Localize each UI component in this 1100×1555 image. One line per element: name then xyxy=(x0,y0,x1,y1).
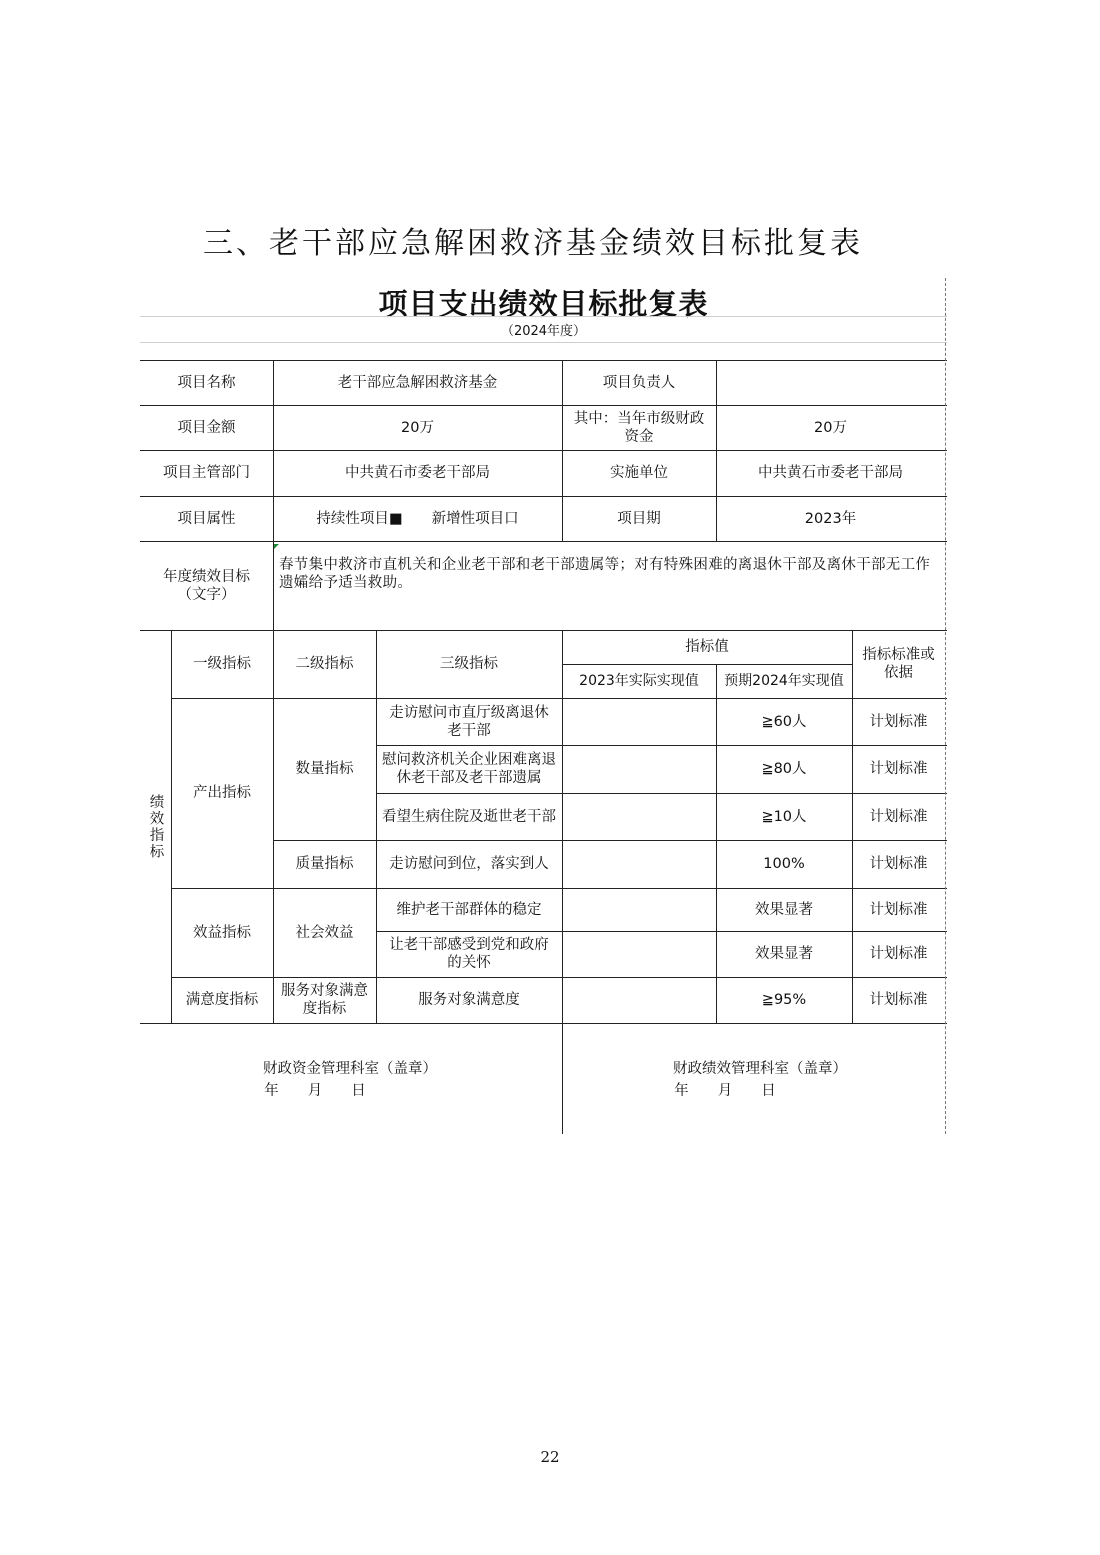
social-benefit-label: 社会效益 xyxy=(295,924,354,941)
finance-funds-office-stamp: 财政资金管理科室（盖章） xyxy=(263,1061,437,1077)
actual-value xyxy=(562,793,716,840)
indicator-standard: 计划标准 xyxy=(869,713,928,730)
actual-value xyxy=(562,745,716,793)
expected-value: ≧80人 xyxy=(761,761,807,777)
indicator-standard: 计划标准 xyxy=(869,992,928,1008)
actual-value xyxy=(562,840,716,888)
level3-indicator: 走访慰问到位，落实到人 xyxy=(389,856,549,872)
project-amount-label: 项目金额 xyxy=(177,419,236,436)
level3-indicator: 维护老干部群体的稳定 xyxy=(396,901,542,918)
col-level2-header: 二级指标 xyxy=(295,656,354,672)
project-name-value: 老干部应急解困救济基金 xyxy=(337,374,498,391)
actual-value xyxy=(562,931,716,977)
indicator-standard: 计划标准 xyxy=(869,901,928,918)
project-leader-value xyxy=(716,360,945,405)
project-name-label: 项目名称 xyxy=(177,374,236,391)
project-period-label: 项目期 xyxy=(617,510,661,527)
indicator-standard: 计划标准 xyxy=(869,856,928,872)
expected-value: ≧10人 xyxy=(761,808,807,825)
actual-value xyxy=(562,698,716,745)
col-value-header: 指标值 xyxy=(685,639,729,655)
project-amount-value: 20万 xyxy=(401,419,434,436)
project-period-value: 2023年 xyxy=(804,510,857,527)
level3-indicator: 慰问救济机关企业困难离退休老干部及老干部遗属 xyxy=(382,752,556,786)
expected-value: 效果显著 xyxy=(755,901,813,918)
footer-divider xyxy=(562,1023,563,1134)
level3-indicator: 让老干部感受到党和政府的关怀 xyxy=(389,937,549,971)
indicator-standard: 计划标准 xyxy=(869,946,928,962)
performance-office-date: 年 月 日 xyxy=(674,1083,776,1099)
supervising-dept-value: 中共黄石市委老干部局 xyxy=(345,465,490,481)
year-divider xyxy=(140,342,947,343)
project-attribute-value: 持续性项目■ 新增性项目口 xyxy=(316,510,519,527)
project-leader-label: 项目负责人 xyxy=(602,374,676,391)
level3-indicator: 服务对象满意度 xyxy=(418,992,520,1008)
level3-indicator: 走访慰问市直厅级离退休老干部 xyxy=(389,704,549,739)
actual-value xyxy=(562,888,716,931)
form-title: 项目支出绩效目标批复表 xyxy=(378,287,709,321)
expected-value: 100% xyxy=(763,856,805,872)
col-expected-header: 预期2024年实现值 xyxy=(724,673,844,689)
implementing-unit-label: 实施单位 xyxy=(610,465,668,481)
output-indicator-label: 产出指标 xyxy=(193,785,251,801)
document-heading: 三、老干部应急解困救济基金绩效目标批复表 xyxy=(203,226,863,261)
col-actual-header: 2023年实际实现值 xyxy=(579,673,699,689)
page-number: 22 xyxy=(540,1448,560,1466)
implementing-unit-value: 中共黄石市委老干部局 xyxy=(758,465,903,481)
satisfaction-level2-label: 服务对象满意度指标 xyxy=(281,983,368,1017)
fiscal-funds-value: 20万 xyxy=(814,419,847,436)
fiscal-funds-label: 其中：当年市级财政资金 xyxy=(573,410,705,445)
expected-value: 效果显著 xyxy=(755,946,813,962)
finance-funds-office-date: 年 月 日 xyxy=(264,1083,366,1099)
satisfaction-indicator-label: 满意度指标 xyxy=(185,992,259,1008)
performance-indicators-label: 绩效指标 xyxy=(147,793,164,860)
indicator-standard: 计划标准 xyxy=(869,761,928,777)
col-level1-header: 一级指标 xyxy=(193,656,251,672)
form-year: （2024年度） xyxy=(500,324,587,339)
page-edge-dashed xyxy=(945,278,946,1134)
quality-indicator-label: 质量指标 xyxy=(295,856,354,872)
benefit-indicator-label: 效益指标 xyxy=(193,924,251,941)
performance-office-stamp: 财政绩效管理科室（盖章） xyxy=(673,1061,847,1077)
table-bottom-border xyxy=(140,1023,947,1024)
annual-goal-label: 年度绩效目标（文字） xyxy=(163,568,250,603)
actual-value xyxy=(562,977,716,1023)
col-standard-header: 指标标准或依据 xyxy=(862,647,935,681)
supervising-dept-label: 项目主管部门 xyxy=(163,465,250,481)
quantity-indicator-label: 数量指标 xyxy=(295,761,354,777)
expected-value: ≧95% xyxy=(761,992,807,1008)
approval-form xyxy=(140,278,947,1134)
expected-value: ≧60人 xyxy=(761,713,807,730)
level3-indicator: 看望生病住院及逝世老干部 xyxy=(382,808,556,825)
indicator-standard: 计划标准 xyxy=(869,808,928,825)
title-divider xyxy=(140,316,947,317)
project-attribute-label: 项目属性 xyxy=(177,510,236,527)
annual-goal-text: 春节集中救济市直机关和企业老干部和老干部遗属等；对有特殊困难的离退休干部及离休干部无工作遗孀给予适当救助。 xyxy=(279,556,931,591)
col-level3-header: 三级指标 xyxy=(440,656,498,672)
